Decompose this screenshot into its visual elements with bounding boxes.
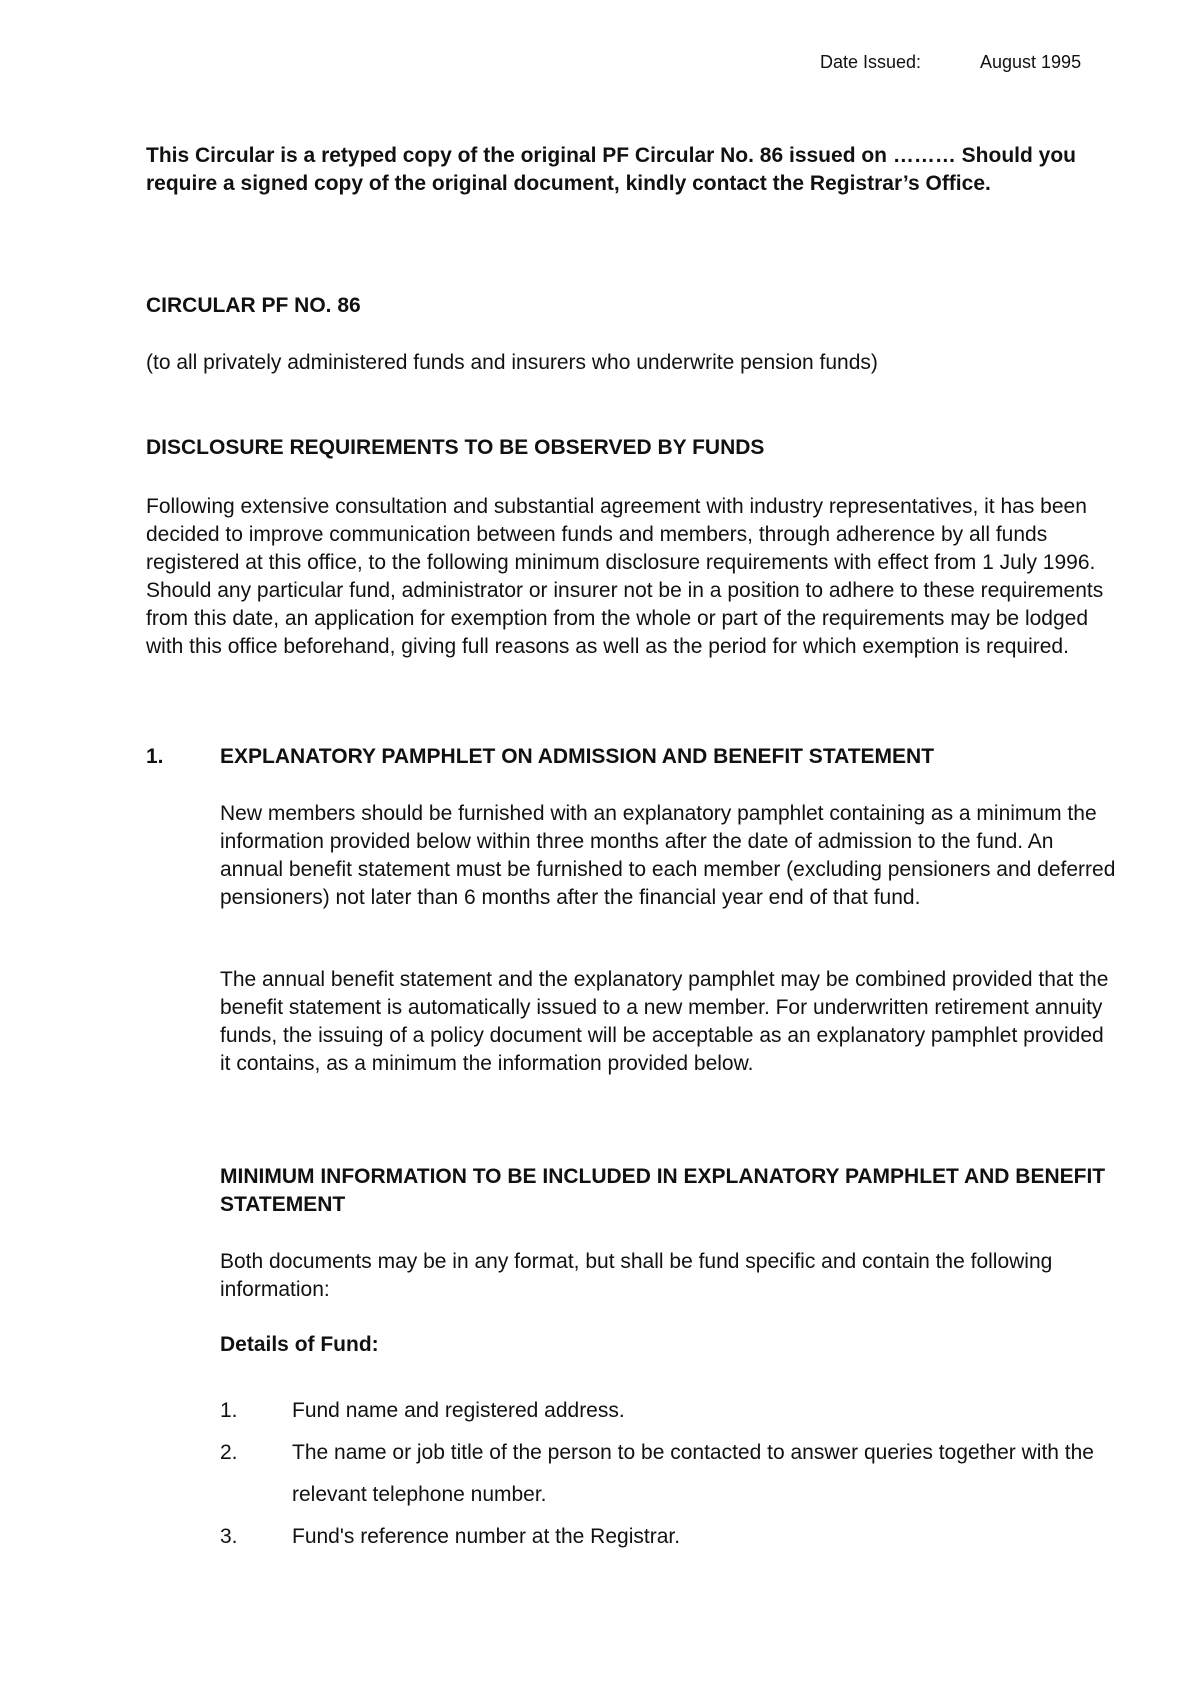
fund-details-list <box>220 1390 1120 1558</box>
list-item-number: 3. <box>220 1525 238 1548</box>
minimum-info-heading: MINIMUM INFORMATION TO BE INCLUDED IN EXPLANATORY PAMPHLET AND BENEFIT STATEMENT <box>220 1165 1106 1216</box>
list-item-text: The name or job title of the person to be contacted to answer queries together with the relevant telephone number. <box>292 1441 1094 1506</box>
list-item-text: Fund name and registered address. <box>292 1399 625 1422</box>
list-item <box>220 1432 1120 1516</box>
section-number: 1. <box>146 745 164 768</box>
date-issued-label: Date Issued: <box>820 52 922 72</box>
list-item-text: Fund's reference number at the Registrar. <box>292 1525 681 1548</box>
circular-title: CIRCULAR PF NO. 86 <box>146 294 361 317</box>
circular-subtitle: (to all privately administered funds and insurers who underwrite pension funds) <box>146 351 878 374</box>
list-item-number: 1. <box>220 1399 238 1422</box>
list-item-number: 2. <box>220 1441 238 1464</box>
both-documents-paragraph: Both documents may be in any format, but shall be fund specific and contain the following information: <box>220 1250 1053 1301</box>
details-of-fund-heading: Details of Fund: <box>220 1333 379 1356</box>
date-issued <box>820 52 1081 73</box>
section-paragraph-1: New members should be furnished with an explanatory pamphlet containing as a minimum the information provided below within three months after the date of admission to the fund. An annual benefit statement must be furnished to each member (excluding pensioners and deferred pensioners) not later than 6 months after the financial year end of that fund. <box>220 802 1116 909</box>
disclosure-body: Following extensive consultation and substantial agreement with industry representatives, it has been decided to improve communication between funds and members, through adherence by all funds registered at this office, to the following minimum disclosure requirements with effect from 1 July 1996. Should any particular fund, administrator or insurer not be in a position to adhere to these requirements from this date, an application for exemption from the whole or part of the requirements may be lodged with this office beforehand, giving full reasons as well as the period for which exemption is required. <box>146 495 1104 658</box>
retyped-notice: This Circular is a retyped copy of the original PF Circular No. 86 issued on ……… Should you require a signed copy of the original document, kindly contact the Registrar’s Office. <box>146 144 1076 195</box>
date-issued-value: August 1995 <box>980 52 1082 72</box>
section-title: EXPLANATORY PAMPHLET ON ADMISSION AND BENEFIT STATEMENT <box>220 745 935 768</box>
list-item <box>220 1390 1120 1432</box>
section-paragraph-2: The annual benefit statement and the explanatory pamphlet may be combined provided that the benefit statement is automatically issued to a new member. For underwritten retirement annuity funds, the issuing of a policy document will be acceptable as an explanatory pamphlet provided it contains, as a minimum the information provided below. <box>220 968 1109 1075</box>
disclosure-heading: DISCLOSURE REQUIREMENTS TO BE OBSERVED BY FUNDS <box>146 436 765 459</box>
list-item <box>220 1516 1120 1558</box>
